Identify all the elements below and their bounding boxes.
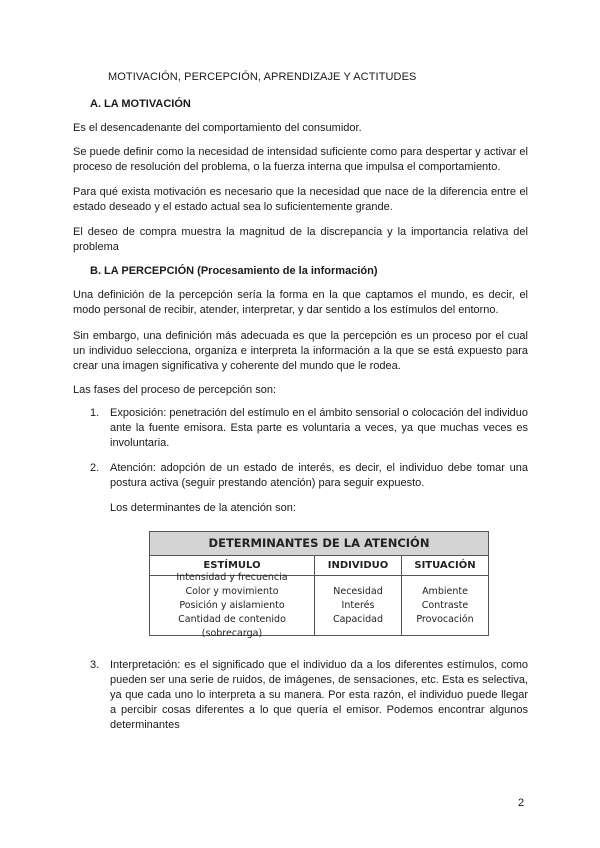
column-header-individuo: INDIVIDUO [315,556,402,576]
perception-paragraph-1: Una definición de la percepción sería la forma en la que captamos el mundo, es decir, el modo personal de recibir, atender, interpretar, y dar sentido a los estímulos del entorno. [73,289,528,316]
perception-paragraph-2: Sin embargo, una definición más adecuada es que la percepción es un proceso por el cual un individuo selecciona, organiza e interpreta la información a la que se está expuesto para crear una imagen significativa y coherente del mundo que le rodea. [73,330,528,372]
table-cell-text: Color y movimiento [185,585,279,597]
motivation-paragraph-4: El deseo de compra muestra la magnitud de la discrepancia y la importancia relativa del problema [73,226,528,253]
table-cell-text: Necesidad [333,585,383,597]
page-number: 2 [518,797,525,809]
column-header-estimulo: ESTÍMULO [150,556,315,576]
table-cell-text: Capacidad [332,613,384,625]
determinants-intro: Los determinantes de la atención son: [110,502,296,514]
phases-intro: Las fases del proceso de percepción son: [73,384,277,396]
table-row [150,571,488,639]
table-cell-text: Contraste [421,599,469,611]
situacion-cell [402,576,488,635]
table-cell-text: Posición y aislamiento [179,599,285,611]
section-a-heading: A. LA MOTIVACIÓN [90,98,191,110]
motivation-paragraph-3: Para qué exista motivación es necesario que la necesidad que nace de la diferencia entre el estado deseado y el estado actual sea lo suficientemente grande. [73,186,528,213]
list-item-text: Exposición: penetración del estímulo en el ámbito sensorial o colocación del individuo ante la fuente emisora. Esta parte es voluntaria a veces, ya que muchas veces es involuntaria. [110,407,528,449]
list-item-number: 3. [90,659,100,671]
table-cell-text: Intensidad y frecuencia [176,571,288,583]
table-cell-text: Cantidad de contenido (sobrecarga) [178,613,286,639]
section-b-heading: B. LA PERCEPCIÓN (Procesamiento de la información) [90,265,378,277]
table-title: DETERMINANTES DE LA ATENCIÓN [150,532,488,556]
table-cell-text: Provocación [416,613,474,625]
attention-determinants-table [149,531,489,639]
list-item-number: 2. [90,462,100,474]
estimulo-cell [150,571,315,639]
list-item-number: 1. [90,407,100,419]
list-item-text: Atención: adopción de un estado de interés, es decir, el individuo debe tomar una postura activa (seguir prestando atención) para seguir expuesto. [110,462,528,489]
document-title: MOTIVACIÓN, PERCEPCIÓN, APRENDIZAJE Y ACTITUDES [108,71,417,83]
table-cell-text: Interés [341,599,375,611]
motivation-paragraph-2: Se puede definir como la necesidad de intensidad suficiente como para despertar y activar el proceso de resolución del problema, o la fuerza interna que impulsa el comportamiento. [73,146,528,173]
column-header-situacion: SITUACIÓN [402,556,488,576]
table-cell-text: Ambiente [422,585,468,597]
motivation-paragraph-1: Es el desencadenante del comportamiento del consumidor. [73,122,362,134]
individuo-cell [315,576,402,635]
list-item-text: Interpretación: es el significado que el individuo da a los diferentes estímulos, como pueden ser una serie de ruidos, de imágenes, de sensaciones, etc. Esta es selectiva, ya que cada uno lo interpreta a su manera. Por esta razón, el individuo puede llegar a percibir cosas diferentes a lo que quería el emisor. Podemos encontrar algunos determinantes [110,659,528,731]
